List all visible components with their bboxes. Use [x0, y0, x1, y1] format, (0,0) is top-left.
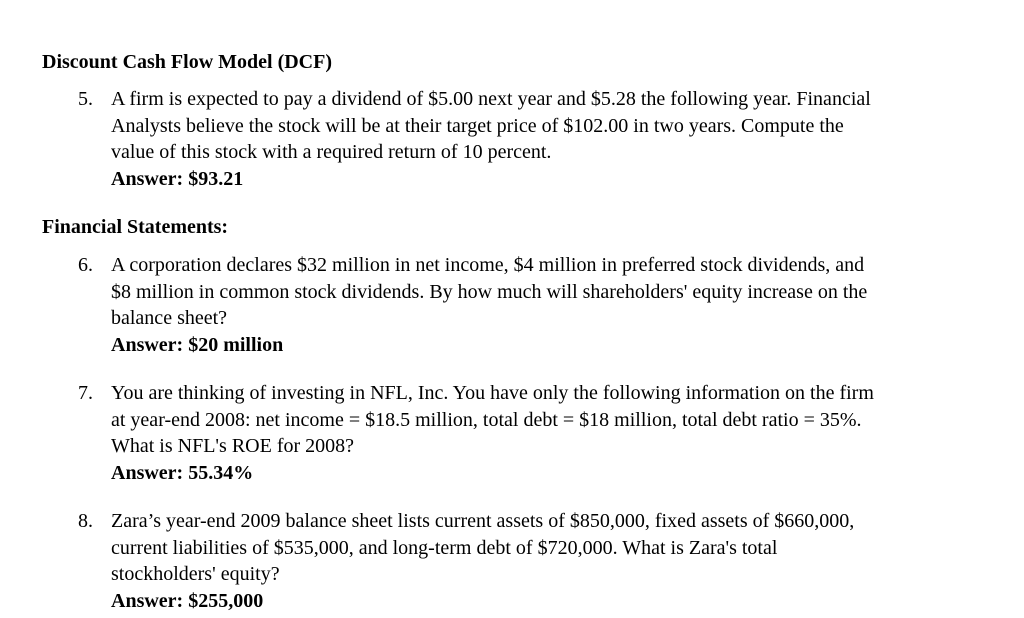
answer-text: Answer: $93.21: [111, 167, 244, 190]
question-text-line: A corporation declares $32 million in net income, $4 million in preferred stock dividends, and: [111, 254, 865, 276]
question-number: 7.: [78, 382, 93, 404]
question-text-line: Zara’s year-end 2009 balance sheet lists current assets of $850,000, fixed assets of $660,000,: [111, 510, 855, 532]
question-text-line: at year-end 2008: net income = $18.5 million, total debt = $18 million, total debt ratio = 35%.: [111, 408, 862, 431]
question-number: 8.: [78, 510, 93, 532]
question-text-line: balance sheet?: [111, 307, 228, 329]
question-text-line: You are thinking of investing in NFL, Inc. You have only the following information on the firm: [111, 382, 874, 404]
question-text-line: current liabilities of $535,000, and long-term debt of $720,000. What is Zara's total: [111, 536, 778, 559]
question-text-line: $8 million in common stock dividends. By how much will shareholders' equity increase on the: [111, 280, 868, 303]
answer-text: Answer: $255,000: [111, 589, 264, 612]
question-text-line: A firm is expected to pay a dividend of $5.00 next year and $5.28 the following year. Financial: [111, 88, 871, 110]
answer-text: Answer: 55.34%: [111, 461, 254, 484]
section-heading-dcf: Discount Cash Flow Model (DCF): [42, 51, 332, 73]
question-text-line: Analysts believe the stock will be at their target price of $102.00 in two years. Compute the: [111, 114, 844, 137]
question-number: 5.: [78, 88, 93, 110]
question-text-line: What is NFL's ROE for 2008?: [111, 435, 355, 457]
question-number: 6.: [78, 254, 93, 276]
question-text-line: stockholders' equity?: [111, 563, 280, 585]
question-text-line: value of this stock with a required return of 10 percent.: [111, 141, 552, 163]
section-heading-financial-statements: Financial Statements:: [42, 216, 229, 238]
answer-text: Answer: $20 million: [111, 333, 284, 356]
